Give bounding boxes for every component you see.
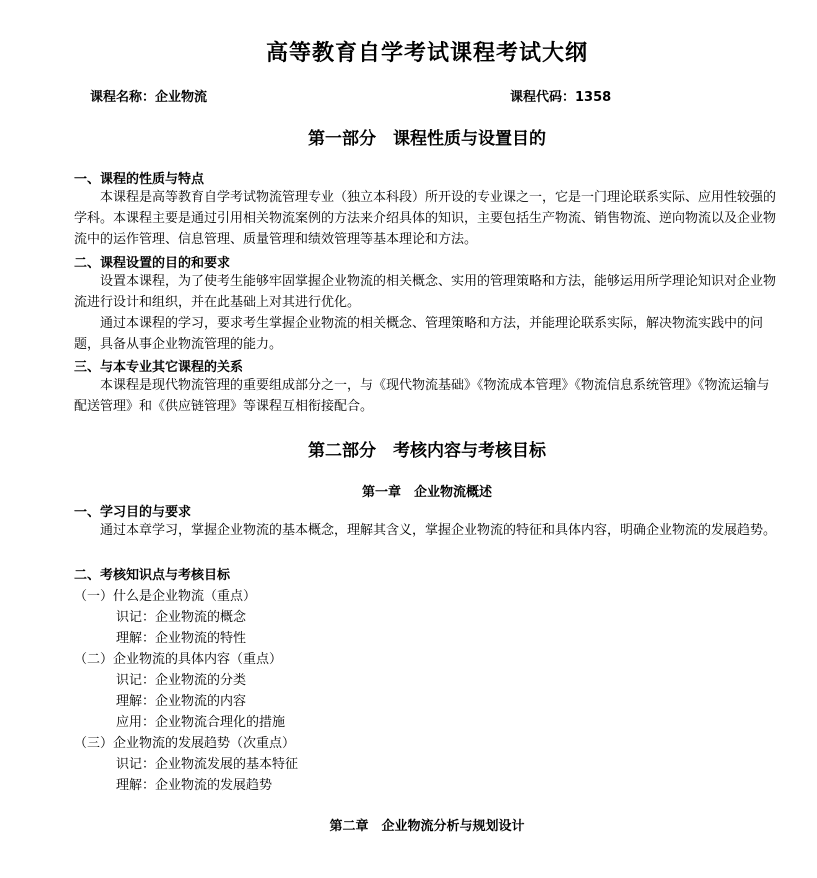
paragraph: [74, 271, 779, 313]
chapter-title: 第一章 企业物流概述: [361, 485, 492, 500]
topic-item: 理解：企业物流的特性: [116, 631, 247, 646]
section-heading: 二、考核知识点与考核目标: [74, 568, 231, 583]
part-one-title: 第一部分 课程性质与设置目的: [308, 129, 546, 149]
chapter-title: 第二章 企业物流分析与规划设计: [329, 819, 525, 834]
course-name: 课程名称：企业物流: [90, 90, 208, 105]
section-heading: 二、课程设置的目的和要求: [74, 256, 231, 271]
course-code: 课程代码：1358: [510, 90, 612, 105]
paragraph: [74, 313, 779, 355]
section-heading: 一、学习目的与要求: [74, 505, 192, 520]
paragraph-text: 通过本章学习，掌握企业物流的基本概念，理解其含义，掌握企业物流的特征和具体内容，明确企业物流的发展趋势。: [100, 523, 777, 538]
topic-heading: （一）什么是企业物流（重点）: [74, 589, 257, 604]
topic-item: 识记：企业物流的分类: [116, 673, 247, 688]
paragraph: [74, 375, 779, 417]
topic-item: 识记：企业物流发展的基本特征: [116, 757, 299, 772]
paragraph-text: 本课程是现代物流管理的重要组成部分之一，与《现代物流基础》《物流成本管理》《物流信息系统管理》《物流运输与配送管理》和《供应链管理》等课程互相衔接配合。: [74, 378, 770, 414]
paragraph-text: 设置本课程，为了使考生能够牢固掌握企业物流的相关概念、实用的管理策略和方法，能够运用所学理论知识对企业物流进行设计和组织，并在此基础上对其进行优化。: [74, 274, 777, 310]
paragraph: [74, 187, 779, 250]
paragraph-text: 本课程是高等教育自学考试物流管理专业（独立本科段）所开设的专业课之一，它是一门理论联系实际、应用性较强的学科。本课程主要是通过引用相关物流案例的方法来介绍具体的知识，主要包括生产物流、销售物流、逆向物流以及企业物流中的运作管理、信息管理、质量管理和绩效管理等基本理论和方法。: [74, 190, 777, 247]
part-two-title: 第二部分 考核内容与考核目标: [308, 441, 546, 461]
section-heading: 一、课程的性质与特点: [74, 172, 205, 187]
topic-heading: （二）企业物流的具体内容（重点）: [74, 652, 283, 667]
paragraph-text: 通过本课程的学习，要求考生掌握企业物流的相关概念、管理策略和方法，并能理论联系实际，解决物流实践中的问题，具备从事企业物流管理的能力。: [74, 316, 764, 352]
topic-heading: （三）企业物流的发展趋势（次重点）: [74, 736, 296, 751]
section-heading: 三、与本专业其它课程的关系: [74, 360, 244, 375]
document-title: 高等教育自学考试课程考试大纲: [265, 41, 588, 66]
topic-item: 识记：企业物流的概念: [116, 610, 247, 625]
paragraph: [74, 520, 779, 541]
topic-item: 理解：企业物流的发展趋势: [116, 778, 273, 793]
topic-item: 应用：企业物流合理化的措施: [116, 715, 286, 730]
topic-item: 理解：企业物流的内容: [116, 694, 247, 709]
